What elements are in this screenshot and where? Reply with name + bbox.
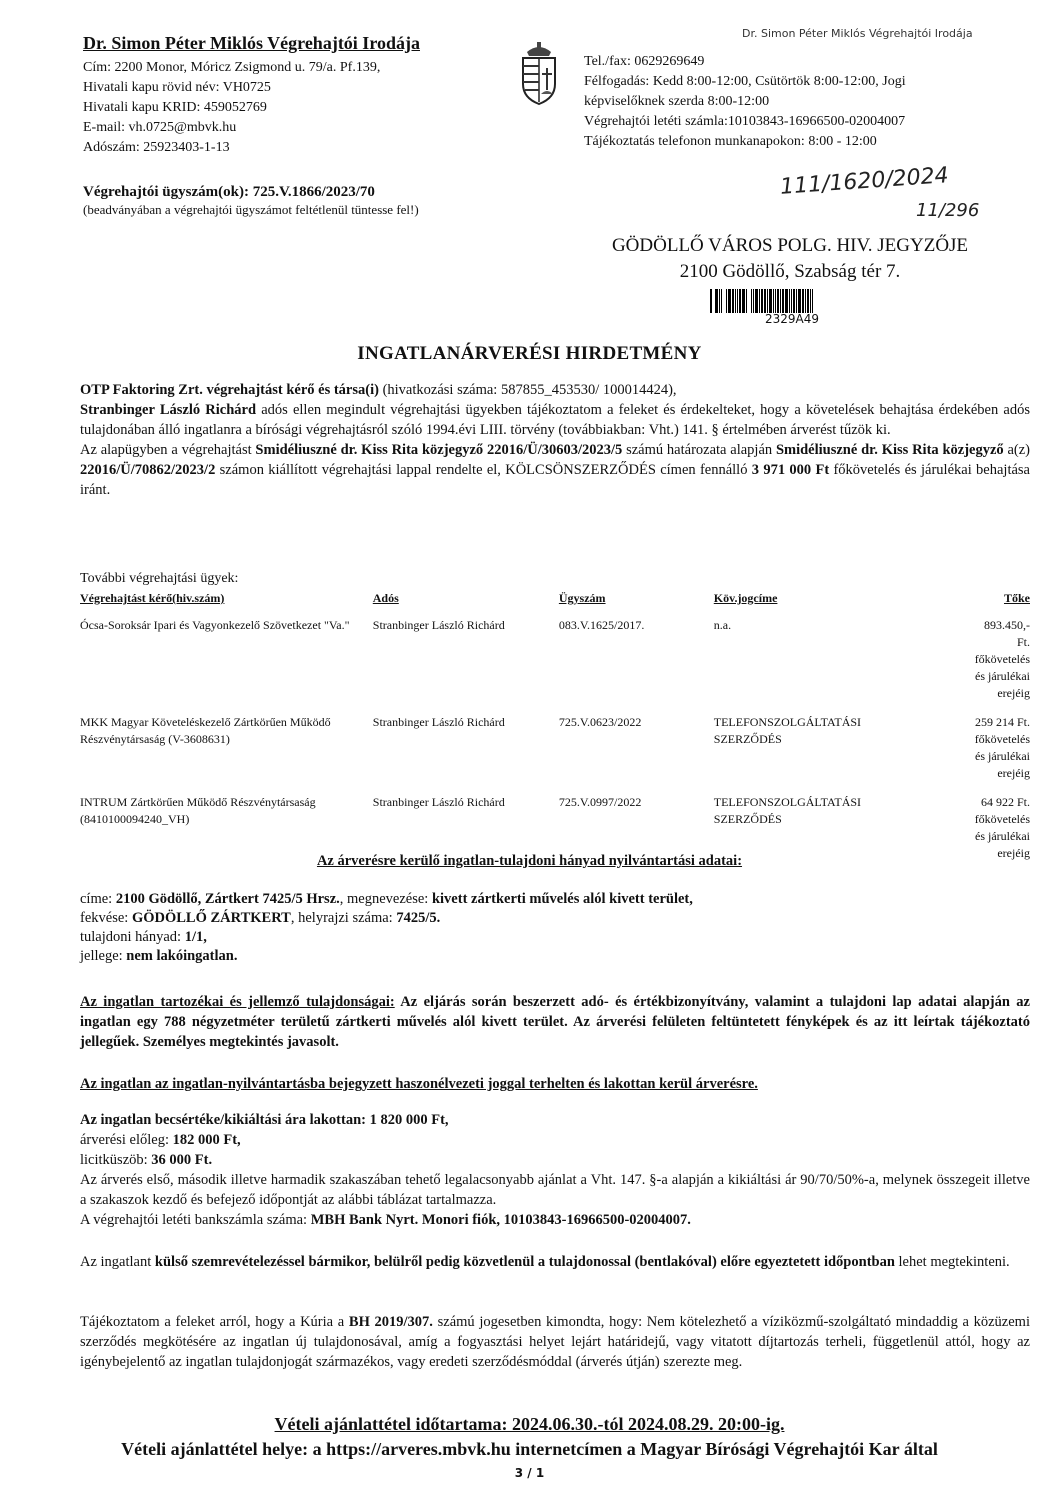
inspection-text: lehet megtekinteni. <box>894 1254 1010 1270</box>
bank-account-line <box>80 1210 1030 1230</box>
kuria-text: számú jogesetben kimondta, hogy: Nem kötelezhető a víziközmű-szolgáltató mindaddig a közüzemi szerződés megkötésére az ingatlan új tulajdonosával, amíg a fogyasztási helyet lejárt határidejű, vagy vitatott díjtartozás terheli, függetlenül attól, hogy az igénybejelentő az ingatlan tulajdonjogát származékos, vagy eredeti szerződésmóddal (árverés útján) szerezte meg. <box>80 1314 1030 1370</box>
barcode-bar <box>732 289 734 313</box>
table-header-row <box>80 590 1030 613</box>
base-case-text: számon kiállított végrehajtási lappal rendelte el, KÖLCSÖNSZERZŐDÉS címen fennálló <box>215 462 752 478</box>
features-text: Az eljárás során beszerzett adó- és értékbizonyítvány, valamint a tulajdoni lap adatai alapján az ingatlan egy 788 négyzetméter területű zártkerti művelés alól kivett terület. Az árverési felületen feltüntetett fényképek és az itt leírtak tájékoztató jellegűek. Személyes megtekintés javasolt. <box>80 994 1030 1050</box>
barcode-bar <box>726 289 727 313</box>
offer-period: Vételi ajánlattétel időtartama: 2024.06.30.-tól 2024.08.29. 20:00-ig. <box>274 1414 785 1434</box>
notary-decision: Smidéliuszné dr. Kiss Rita közjegyző 22016/Ü/30603/2023/5 <box>255 442 623 458</box>
property-data <box>80 890 693 966</box>
column-header: Végrehajtást kérő(hiv.szám) <box>80 591 225 605</box>
cell-debtor: Stranbinger László Richárd <box>372 618 505 632</box>
barcode-text: 2329A49 <box>765 312 820 326</box>
barcode-bar <box>773 289 774 313</box>
barcode-bar <box>793 289 795 313</box>
barcode-bar <box>769 289 772 313</box>
base-case-text: főkövetelés és járulékai behajtása iránt. <box>80 462 1030 498</box>
property-address: 2100 Gödöllő, Zártkert 7425/5 Hrsz. <box>115 891 340 907</box>
barcode-bar <box>728 289 731 313</box>
field-label: , megnevezése: <box>339 891 432 907</box>
case-law-reference: BH 2019/307. <box>348 1314 433 1330</box>
principal-claim: 3 971 000 Ft <box>751 462 830 478</box>
office-kapu-krid: Hivatali kapu KRID: 459052769 <box>83 100 267 115</box>
cell-debtor: Stranbinger László Richárd <box>372 795 505 809</box>
property-type: nem lakóingatlan. <box>126 948 238 964</box>
kuria-notice <box>80 1312 1030 1372</box>
case-number-line <box>83 183 375 202</box>
column-header: Ügyszám <box>558 591 606 605</box>
usufruct-notice: Az ingatlan az ingatlan-nyilvántartásba bejegyzett haszonélvezeti joggal terhelten és lakottan kerül árverésre. <box>80 1076 758 1092</box>
field-label: , helyrajzi száma: <box>290 910 397 926</box>
more-cases-table <box>80 590 1030 870</box>
barcode-bar <box>715 289 718 313</box>
debtor-paragraph <box>80 400 1030 440</box>
barcode-bar <box>796 289 797 313</box>
cell-case-number: 725.V.0997/2022 <box>558 795 642 809</box>
notary-name: Smidéliuszné dr. Kiss Rita közjegyző <box>775 442 1004 458</box>
case-number-value: 725.V.1866/2023/70 <box>252 184 375 200</box>
barcode-bar <box>810 289 811 313</box>
barcode-bar <box>791 289 792 313</box>
page-number: 3 / 1 <box>514 1466 545 1480</box>
property-features <box>80 992 1030 1052</box>
deposit-line <box>80 1130 1030 1150</box>
debtor-name: Stranbinger László Richárd <box>80 402 257 418</box>
estimated-value-line <box>80 1110 1030 1130</box>
barcode-bar <box>764 289 766 313</box>
office-phone-fax: Tel./fax: 0629269649 <box>584 54 705 69</box>
inspection-conditions: külső szemrevételezéssel bármikor, belülről pedig közvetlenül a tulajdonossal (bentlakóval) előre egyeztetett időpontban <box>154 1254 895 1270</box>
barcode-bar <box>789 289 790 313</box>
property-lot-number: 7425/5. <box>396 910 441 926</box>
base-case-text: a(z) <box>1003 442 1030 458</box>
barcode-bar <box>735 289 736 313</box>
field-label: A végrehajtói letéti bankszámla száma: <box>80 1212 311 1228</box>
features-label: Az ingatlan tartozékai és jellemző tulajdonságai: <box>80 994 395 1010</box>
addressee-name: GÖDÖLLŐ VÁROS POLG. HIV. JEGYZŐJE <box>611 235 969 256</box>
stamp-office-name: Dr. Simon Péter Miklós Végrehajtói Irodája <box>742 27 973 40</box>
property-designation: kivett zártkerti művelés alól kivett terület, <box>431 891 693 907</box>
barcode-bar <box>751 289 752 313</box>
property-location: GÖDÖLLŐ ZÁRTKERT <box>131 910 291 926</box>
field-label: címe: <box>80 891 116 907</box>
cell-debtor: Stranbinger László Richárd <box>372 715 505 729</box>
property-type-line <box>80 947 693 966</box>
cell-creditor: MKK Magyar Követeléskezelő Zártkörűen Működő Részvénytársaság (V-3608631) <box>80 715 331 746</box>
auction-stages-text: Az árverés első, második illetve harmadik szakaszában tehető legalacsonyabb ajánlat a Vht. 147. §-a alapján a kikiáltási ár 90/70/50%-a, melynek összegeit illetve a szakaszok kezdő és befejező időpontját az alábbi táblázat tartalmazza. <box>80 1172 1030 1208</box>
cell-amount: 893.450,-Ft. főkövetelés és járulékai erejéig <box>974 618 1030 700</box>
handwritten-sub-number: 11/296 <box>916 200 980 221</box>
hungarian-coat-of-arms-icon <box>517 40 561 106</box>
property-share: 1/1, <box>184 929 207 945</box>
barcode-bar <box>746 289 747 313</box>
price-section <box>80 1110 1030 1230</box>
inspection-notice <box>80 1252 1030 1272</box>
barcode-bar <box>767 289 768 313</box>
cell-case-number: 083.V.1625/2017. <box>558 618 645 632</box>
barcode-bar <box>759 289 760 313</box>
column-header: Köv.jogcíme <box>713 591 778 605</box>
barcode-bar <box>812 289 813 313</box>
intro-section <box>80 380 1030 500</box>
bid-increment: 36 000 Ft. <box>151 1152 213 1168</box>
barcode-bar <box>721 289 722 313</box>
office-address: Cím: 2200 Monor, Móricz Zsigmond u. 79/a. Pf.139, <box>83 60 381 75</box>
bid-step-line <box>80 1150 1030 1170</box>
barcode-bar <box>719 289 720 313</box>
office-hours-lawyers: képviselőknek szerda 8:00-12:00 <box>584 94 770 109</box>
property-location-line <box>80 909 693 928</box>
offer-place: Vételi ajánlattétel helye: a https://arveres.mbvk.hu internetcímen a Magyar Bírósági Végrehajtói Kar által <box>121 1439 938 1459</box>
inspection-text: Az ingatlant <box>80 1254 155 1270</box>
barcode-bar <box>777 289 779 313</box>
field-label: licitküszöb: <box>80 1152 152 1168</box>
cell-amount: 64 922 Ft. főkövetelés és járulékai erejéig <box>974 795 1030 860</box>
field-label: árverési előleg: <box>80 1132 173 1148</box>
property-section-title: Az árverésre kerülő ingatlan-tulajdoni hányad nyilvántartási adatai: <box>316 853 743 869</box>
cell-claim-title: n.a. <box>713 618 732 632</box>
office-email: E-mail: vh.0725@mbvk.hu <box>83 120 237 135</box>
base-case-text: Az alapügyben a végrehajtást <box>80 442 256 458</box>
barcode-bar <box>753 289 754 313</box>
base-case-text: számú határozata alapján <box>622 442 776 458</box>
enforcement-sheet-number: 22016/Ü/70862/2023/2 <box>80 462 216 478</box>
office-hours: Félfogadás: Kedd 8:00-12:00, Csütörtök 8:00-12:00, Jogi <box>584 74 906 89</box>
barcode-bar <box>802 289 804 313</box>
office-title: Dr. Simon Péter Miklós Végrehajtói Irodája <box>83 33 420 53</box>
column-header: Adós <box>372 591 399 605</box>
barcode-bar <box>710 289 712 313</box>
property-address-line <box>80 890 693 909</box>
field-label: tulajdoni hányad: <box>80 929 185 945</box>
column-header: Tőke <box>1003 591 1030 605</box>
field-label: jellege: <box>80 948 127 964</box>
auction-deposit: 182 000 Ft, <box>172 1132 241 1148</box>
barcode-bar <box>807 289 809 313</box>
base-case-paragraph <box>80 440 1030 500</box>
field-label: Az ingatlan becsértéke/kikiáltási ára lakottan: <box>80 1112 370 1128</box>
cell-case-number: 725.V.0623/2022 <box>558 715 642 729</box>
cell-amount: 259 214 Ft. főkövetelés és járulékai erejéig <box>974 715 1030 780</box>
case-number-label: Végrehajtói ügyszám(ok): <box>83 184 253 200</box>
barcode-bar <box>785 289 788 313</box>
addressee-address: 2100 Gödöllő, Szabság tér 7. <box>679 261 901 282</box>
barcode-bar <box>755 289 758 313</box>
barcode-bar <box>775 289 776 313</box>
barcode-bar <box>782 289 784 313</box>
document-title: INGATLANÁRVERÉSI HIRDETMÉNY <box>357 343 702 364</box>
property-share-line <box>80 928 693 947</box>
bank-account: MBH Bank Nyrt. Monori fiók, 10103843-16966500-02004007. <box>310 1212 691 1228</box>
office-contact-right <box>584 52 906 152</box>
barcode-bar <box>805 289 806 313</box>
office-phone-info: Tájékoztatás telefonon munkanapokon: 8:00 - 12:00 <box>584 134 877 149</box>
case-number-note: (beadványában a végrehajtói ügyszámot feltétlenül tüntesse fel!) <box>83 202 419 217</box>
office-tax-number: Adószám: 25923403-1-13 <box>83 140 230 155</box>
table-row <box>80 613 1030 710</box>
office-contact-left <box>83 58 380 158</box>
office-kapu-name: Hivatali kapu rövid név: VH0725 <box>83 80 271 95</box>
barcode-bar <box>798 289 801 313</box>
barcode-icon <box>710 289 880 313</box>
office-escrow-account: Végrehajtói letéti számla:10103843-16966500-02004007 <box>584 114 906 129</box>
creditor-line <box>80 380 1030 400</box>
cell-creditor: Ócsa-Soroksár Ipari és Vagyonkezelő Szövetkezet "Va." <box>80 618 350 632</box>
creditor-name: OTP Faktoring Zrt. végrehajtást kérő és társa(i) <box>80 382 379 398</box>
cell-claim-title: TELEFONSZOLGÁLTATÁSI SZERZŐDÉS <box>713 715 862 746</box>
estimated-value: 1 820 000 Ft, <box>369 1112 449 1128</box>
barcode-bar <box>742 289 745 313</box>
field-label: fekvése: <box>80 910 132 926</box>
barcode-bar <box>737 289 738 313</box>
addressee-block <box>590 233 990 285</box>
barcode-bar <box>761 289 763 313</box>
handwritten-registration-number: 111/1620/2024 <box>779 163 950 200</box>
kuria-text: Tájékoztatom a feleket arról, hogy a Kúria a <box>80 1314 349 1330</box>
more-cases-title: További végrehajtási ügyek: <box>80 571 239 586</box>
barcode-bar <box>780 289 781 313</box>
debtor-text: adós ellen megindult végrehajtási ügyekben tájékoztatom a feleket és érdekelteket, hogy a követelések behajtása érdekében adós tulajdonában álló ingatlanra a bírósági végrehajtásról szóló 1994.évi LIII. törvény (továbbiakban: Vht.) 141. § értelmében árverést tűzök ki. <box>80 402 1030 438</box>
creditor-reference: (hivatkozási száma: 587855_453530/ 100014424), <box>378 382 677 398</box>
table-row <box>80 710 1030 790</box>
cell-creditor: INTRUM Zártkörűen Működő Részvénytársaság (8410100094240_VH) <box>80 795 316 826</box>
barcode-bar <box>739 289 741 313</box>
cell-claim-title: TELEFONSZOLGÁLTATÁSI SZERZŐDÉS <box>713 795 862 826</box>
